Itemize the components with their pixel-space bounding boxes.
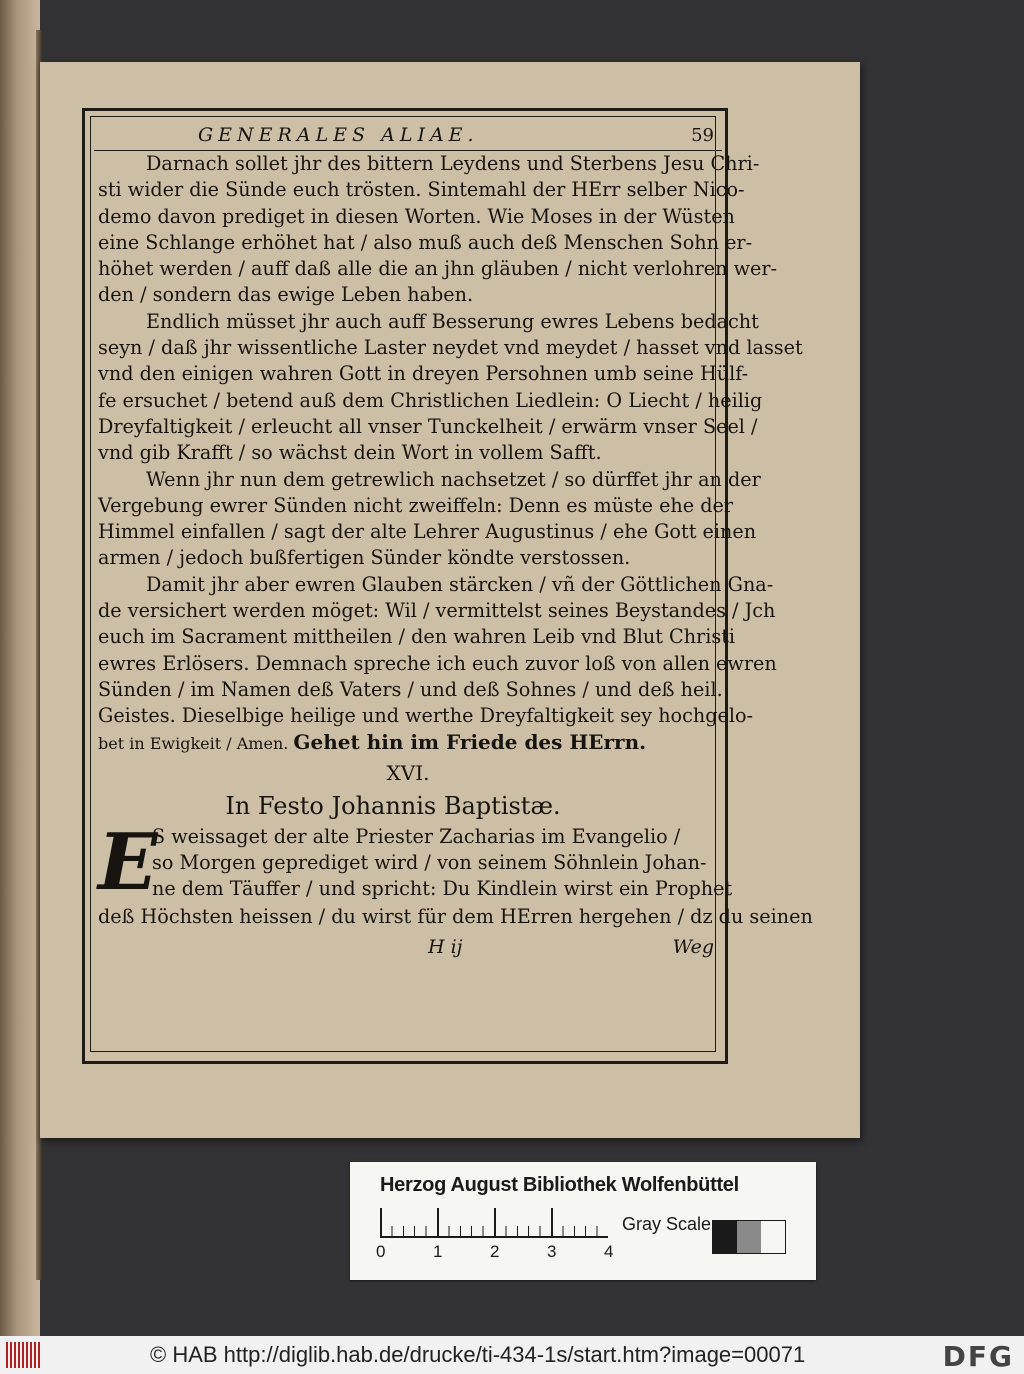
footer-bar [0, 1336, 1024, 1374]
institution-label: Herzog August Bibliothek Wolfenbüttel [380, 1174, 739, 1196]
catchword: Weg [672, 936, 714, 959]
running-head-title: GENERALES ALIAE. [198, 124, 479, 146]
text-line: Endlich müsset jhr auch auff Besserung ewres Lebens bedacht [146, 309, 759, 333]
gray-swatch-patch [713, 1221, 737, 1253]
text-line: Wenn jhr nun dem getrewlich nachsetzet / so dürffet jhr an der [146, 467, 761, 491]
text-line: Vergebung ewrer Sünden nicht zweiffeln: Denn es müste ehe der [98, 493, 734, 517]
text-line: sti wider die Sünde euch trösten. Sintemahl der HErr selber Nico- [98, 178, 745, 202]
section-text-line: so Morgen geprediget wird / von seinem Söhnlein Johan- [152, 851, 707, 875]
text-line: vnd den einigen wahren Gott in dreyen Persohnen umb seine Hülf- [98, 362, 749, 386]
text-line: vnd gib Krafft / so wächst dein Wort in vollem Safft. [98, 441, 602, 465]
section-lines [98, 816, 733, 908]
text-line: eine Schlange erhöhet hat / also muß auch deß Menschen Sohn er- [98, 230, 753, 254]
text-line: Dreyfaltigkeit / erleucht all vnser Tunckelheit / erwärm vnser Seel / [98, 414, 758, 438]
page-footer [98, 930, 718, 958]
section-body [98, 816, 813, 930]
ruler-number: 0 [376, 1242, 386, 1261]
ruler-number: 2 [490, 1242, 500, 1261]
body-text [98, 151, 803, 730]
grayscale-swatch [712, 1220, 786, 1254]
book-page [40, 62, 860, 1138]
text-line: Damit jhr aber ewren Glauben stärcken / vñ der Göttlichen Gna- [146, 572, 774, 596]
text-line: Geistes. Dieselbige heilige und werthe Dreyfaltigkeit sey hochgelo- [98, 704, 754, 728]
hab-logo-icon [6, 1342, 42, 1368]
text-line: armen / jedoch bußfertigen Sünder köndte verstossen. [98, 546, 631, 570]
text-line: de versichert werden möget: Wil / vermittelst seines Beystandes / Jch [98, 599, 776, 623]
closing-prefix: bet in Ewigkeit / Amen. [98, 733, 289, 753]
closing-line [98, 730, 718, 756]
gray-swatch-patch [761, 1221, 785, 1253]
text-line: höhet werden / auff daß alle die an jhn gläuben / nicht verlohren wer- [98, 257, 778, 281]
text-line: den / sondern das ewige Leben haben. [98, 283, 474, 307]
signature-mark: H ij [428, 936, 463, 959]
page-number: 59 [691, 125, 714, 146]
left-page-edge [0, 0, 40, 1336]
text-line: Darnach sollet jhr des bittern Leydens und Sterbens Jesu Chri- [146, 152, 760, 175]
ruler-major-ticks [380, 1208, 608, 1238]
closing-blessing: Gehet hin im Friede des HErrn. [293, 729, 647, 754]
ruler-number: 1 [433, 1242, 443, 1261]
section-last-line: deß Höchsten heissen / du wirst für dem HErren hergehen / dz du seinen [98, 904, 813, 928]
scale-card [350, 1162, 816, 1280]
ruler-number: 3 [547, 1242, 557, 1261]
text-line: demo davon prediget in diesen Worten. Wie Moses in der Wüsten [98, 204, 735, 228]
text-line: Himmel einfallen / sagt der alte Lehrer Augustinus / ehe Gott einen [98, 520, 757, 544]
dfg-logo: DFG [942, 1340, 1014, 1373]
text-line: seyn / daß jhr wissentliche Laster neydet vnd meydet / hasset vnd lasset [98, 336, 803, 360]
citation-link[interactable]: © HAB http://diglib.hab.de/drucke/ti-434-1s/start.htm?image=00071 [150, 1342, 806, 1367]
grayscale-label: Gray Scale [622, 1214, 712, 1234]
section-text-line: S weissaget der alte Priester Zacharias im Evangelio / [152, 824, 681, 848]
text-line: fe ersuchet / betend auß dem Christlichen Liedlein: O Liecht / heilig [98, 388, 763, 412]
section-title: In Festo Johannis Baptistæ. [225, 791, 561, 820]
text-line: Sünden / im Namen deß Vaters / und deß Sohnes / und deß heil. [98, 677, 723, 701]
text-line: ewres Erlösers. Demnach spreche ich euch zuvor loß von allen ewren [98, 651, 777, 675]
ruler-number: 4 [604, 1242, 614, 1261]
text-line: euch im Sacrament mittheilen / den wahren Leib vnd Blut Christi [98, 625, 736, 649]
text-block [98, 122, 813, 1052]
section-number: XVI. [386, 760, 430, 785]
running-head [98, 122, 718, 150]
gray-swatch-patch [737, 1221, 761, 1253]
section-text-line: ne dem Täuffer / und spricht: Du Kindlein wirst ein Prophet [152, 877, 733, 901]
drop-cap: E [98, 816, 158, 908]
